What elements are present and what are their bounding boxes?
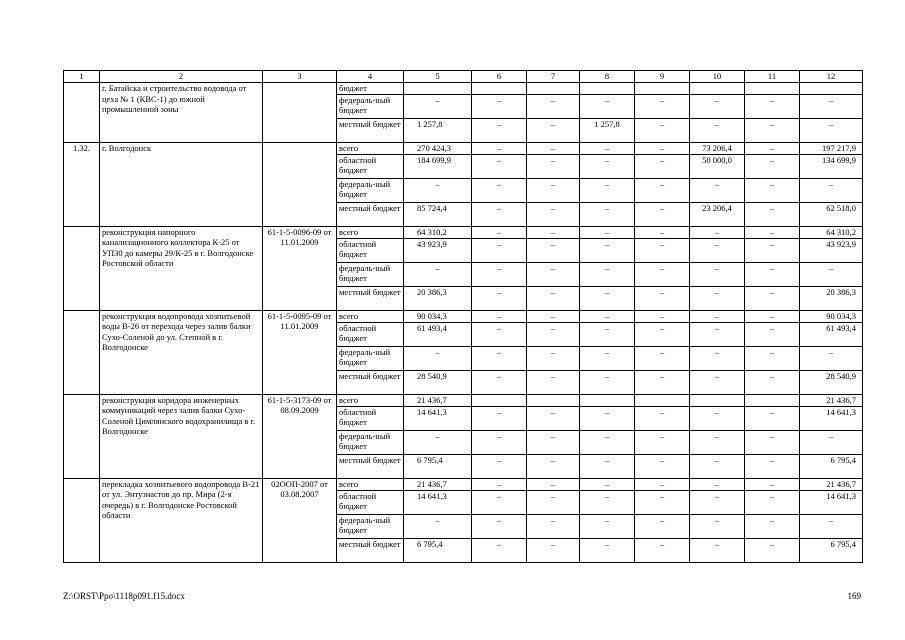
amount-cell: – <box>527 478 580 490</box>
amount-cell: 61 493,4 <box>404 322 472 346</box>
amount-cell: – <box>580 370 635 394</box>
amount-cell: 184 699,9 <box>404 154 472 178</box>
amount-cell: – <box>745 238 800 262</box>
amount-cell: – <box>527 94 580 118</box>
amount-cell: – <box>472 178 527 202</box>
object-name: г. Батайска и строительство водовода от цеха № 1 (КВС-1) до южной промышленной зоны <box>100 83 263 143</box>
amount-cell: – <box>472 370 527 394</box>
amount-cell: 85 724,4 <box>404 202 472 226</box>
funding-source: местный бюджет <box>337 202 404 226</box>
amount-cell: – <box>580 262 635 286</box>
amount-cell: – <box>472 238 527 262</box>
funding-source: федераль-ный бюджет <box>337 514 404 538</box>
amount-cell: – <box>404 178 472 202</box>
amount-cell: 21 436,7 <box>404 478 472 490</box>
row-number <box>64 83 100 143</box>
document-ref <box>263 142 337 226</box>
amount-cell: – <box>690 478 745 490</box>
column-header: 8 <box>580 71 635 83</box>
amount-cell: – <box>527 310 580 322</box>
amount-cell <box>472 83 527 95</box>
funding-source: всего <box>337 226 404 238</box>
amount-cell: – <box>580 346 635 370</box>
column-header: 2 <box>100 71 263 83</box>
funding-source: местный бюджет <box>337 370 404 394</box>
amount-cell: – <box>690 454 745 478</box>
amount-cell: – <box>580 94 635 118</box>
amount-cell: 21 436,7 <box>800 478 863 490</box>
amount-cell: – <box>580 454 635 478</box>
funding-source: областной бюджет <box>337 490 404 514</box>
amount-cell: – <box>472 142 527 154</box>
amount-cell: 14 641,3 <box>404 490 472 514</box>
amount-cell: – <box>635 538 690 562</box>
amount-cell: – <box>745 310 800 322</box>
amount-cell: – <box>745 430 800 454</box>
amount-cell: – <box>745 286 800 310</box>
amount-cell: 197 217,9 <box>800 142 863 154</box>
amount-cell: – <box>800 178 863 202</box>
amount-cell: – <box>580 406 635 430</box>
amount-cell: – <box>580 478 635 490</box>
amount-cell <box>745 394 800 406</box>
table-row <box>64 310 863 322</box>
amount-cell: – <box>527 226 580 238</box>
amount-cell: – <box>580 178 635 202</box>
amount-cell <box>800 83 863 95</box>
column-header: 9 <box>635 71 690 83</box>
funding-source: федераль-ный бюджет <box>337 94 404 118</box>
column-header: 4 <box>337 71 404 83</box>
amount-cell: 21 436,7 <box>800 394 863 406</box>
amount-cell: – <box>472 310 527 322</box>
table-row <box>64 394 863 406</box>
amount-cell: 28 540,9 <box>404 370 472 394</box>
amount-cell: 50 000,0 <box>690 154 745 178</box>
amount-cell: – <box>580 238 635 262</box>
amount-cell: – <box>745 490 800 514</box>
amount-cell: 21 436,7 <box>404 394 472 406</box>
amount-cell <box>404 83 472 95</box>
amount-cell: – <box>745 154 800 178</box>
amount-cell: – <box>472 262 527 286</box>
amount-cell: – <box>690 406 745 430</box>
amount-cell: – <box>580 310 635 322</box>
amount-cell: – <box>527 370 580 394</box>
document-ref: 61-1-5-0096-09 от 11.01.2009 <box>263 226 337 310</box>
amount-cell: – <box>745 478 800 490</box>
amount-cell: – <box>580 202 635 226</box>
amount-cell: – <box>800 118 863 142</box>
funding-source: областной бюджет <box>337 238 404 262</box>
amount-cell: 6 795,4 <box>404 538 472 562</box>
amount-cell: – <box>635 490 690 514</box>
amount-cell: 43 923,9 <box>800 238 863 262</box>
amount-cell: 90 034,3 <box>404 310 472 322</box>
amount-cell: 6 795,4 <box>800 538 863 562</box>
amount-cell: – <box>527 238 580 262</box>
amount-cell: – <box>635 178 690 202</box>
amount-cell: – <box>404 430 472 454</box>
header-row <box>64 71 863 83</box>
amount-cell: – <box>635 226 690 238</box>
amount-cell: – <box>690 262 745 286</box>
funding-source: всего <box>337 478 404 490</box>
amount-cell: – <box>527 490 580 514</box>
amount-cell: – <box>472 202 527 226</box>
amount-cell: – <box>472 406 527 430</box>
row-number <box>64 478 100 562</box>
amount-cell: – <box>745 538 800 562</box>
amount-cell: – <box>472 430 527 454</box>
object-name: г. Волгодонск <box>100 142 263 226</box>
amount-cell: – <box>690 490 745 514</box>
table-row <box>64 83 863 95</box>
file-path: Z:\ORST\Ppo\1118p091.f15.docx <box>63 591 185 601</box>
amount-cell: 270 424,3 <box>404 142 472 154</box>
amount-cell: – <box>690 310 745 322</box>
amount-cell: 20 386,3 <box>800 286 863 310</box>
amount-cell: – <box>800 346 863 370</box>
amount-cell: – <box>472 322 527 346</box>
amount-cell <box>635 83 690 95</box>
document-ref <box>263 83 337 143</box>
amount-cell: – <box>527 538 580 562</box>
column-header: 5 <box>404 71 472 83</box>
row-number <box>64 226 100 310</box>
amount-cell: – <box>690 322 745 346</box>
amount-cell: – <box>404 94 472 118</box>
amount-cell: – <box>580 322 635 346</box>
amount-cell: 6 795,4 <box>800 454 863 478</box>
amount-cell: – <box>635 94 690 118</box>
amount-cell: 43 923,9 <box>404 238 472 262</box>
amount-cell: – <box>800 430 863 454</box>
funding-source: местный бюджет <box>337 538 404 562</box>
amount-cell: – <box>527 322 580 346</box>
amount-cell <box>527 394 580 406</box>
amount-cell: – <box>472 514 527 538</box>
amount-cell: – <box>690 238 745 262</box>
amount-cell: – <box>635 118 690 142</box>
amount-cell: – <box>800 262 863 286</box>
document-ref: 61-1-5-0095-09 от 11.01.2009 <box>263 310 337 394</box>
funding-source: бюджет <box>337 83 404 95</box>
amount-cell: – <box>580 514 635 538</box>
amount-cell: – <box>635 478 690 490</box>
amount-cell: – <box>527 286 580 310</box>
column-header: 6 <box>472 71 527 83</box>
amount-cell: – <box>472 478 527 490</box>
amount-cell: 90 034,3 <box>800 310 863 322</box>
amount-cell <box>635 394 690 406</box>
funding-source: местный бюджет <box>337 286 404 310</box>
document-ref: 61-1-5-3173-09 от 08.09.2009 <box>263 394 337 478</box>
amount-cell: – <box>472 154 527 178</box>
amount-cell: – <box>635 346 690 370</box>
amount-cell: – <box>527 202 580 226</box>
document-ref: 02ООП-2007 от 03.08.2007 <box>263 478 337 562</box>
amount-cell: – <box>635 202 690 226</box>
table-row <box>64 478 863 490</box>
row-number <box>64 394 100 478</box>
amount-cell: – <box>527 142 580 154</box>
amount-cell: – <box>527 118 580 142</box>
funding-source: федераль-ный бюджет <box>337 430 404 454</box>
amount-cell: – <box>635 430 690 454</box>
amount-cell: 14 641,3 <box>800 406 863 430</box>
amount-cell: – <box>690 514 745 538</box>
amount-cell <box>690 394 745 406</box>
amount-cell: 23 206,4 <box>690 202 745 226</box>
amount-cell: – <box>580 490 635 514</box>
funding-source: местный бюджет <box>337 118 404 142</box>
amount-cell: – <box>580 226 635 238</box>
amount-cell: – <box>745 370 800 394</box>
amount-cell: – <box>745 454 800 478</box>
funding-source: областной бюджет <box>337 406 404 430</box>
amount-cell: 28 540,9 <box>800 370 863 394</box>
amount-cell: 61 493,4 <box>800 322 863 346</box>
amount-cell: 1 257,8 <box>404 118 472 142</box>
amount-cell: – <box>690 430 745 454</box>
amount-cell: – <box>635 142 690 154</box>
amount-cell: – <box>527 262 580 286</box>
amount-cell: 64 310,2 <box>404 226 472 238</box>
amount-cell: – <box>745 346 800 370</box>
amount-cell: – <box>580 538 635 562</box>
amount-cell: – <box>580 286 635 310</box>
amount-cell: – <box>690 286 745 310</box>
amount-cell: – <box>472 538 527 562</box>
table-row <box>64 226 863 238</box>
row-number <box>64 310 100 394</box>
funding-source: областной бюджет <box>337 322 404 346</box>
funding-source: федераль-ный бюджет <box>337 178 404 202</box>
amount-cell: – <box>690 178 745 202</box>
amount-cell: – <box>527 430 580 454</box>
amount-cell: – <box>404 514 472 538</box>
amount-cell: – <box>472 94 527 118</box>
amount-cell: – <box>635 310 690 322</box>
table-row <box>64 142 863 154</box>
amount-cell: – <box>690 346 745 370</box>
amount-cell: 14 641,3 <box>404 406 472 430</box>
amount-cell: – <box>745 226 800 238</box>
amount-cell: – <box>527 178 580 202</box>
column-header: 11 <box>745 71 800 83</box>
amount-cell: – <box>580 154 635 178</box>
amount-cell: – <box>635 454 690 478</box>
object-name: перекладка хозпитьевого водопровода В-21 от ул. Энтузиастов до пр. Мира (2-я очередь) в г. Волгодонске Ростовской области <box>100 478 263 562</box>
amount-cell: 6 795,4 <box>404 454 472 478</box>
amount-cell <box>580 394 635 406</box>
amount-cell: – <box>527 454 580 478</box>
amount-cell: 134 699,9 <box>800 154 863 178</box>
amount-cell: – <box>580 142 635 154</box>
column-header: 3 <box>263 71 337 83</box>
funding-source: всего <box>337 142 404 154</box>
amount-cell <box>745 83 800 95</box>
amount-cell: – <box>580 430 635 454</box>
amount-cell: – <box>527 346 580 370</box>
funding-source: областной бюджет <box>337 154 404 178</box>
amount-cell: 20 386,3 <box>404 286 472 310</box>
amount-cell: 14 641,3 <box>800 490 863 514</box>
amount-cell: – <box>635 406 690 430</box>
amount-cell <box>580 83 635 95</box>
amount-cell: – <box>635 286 690 310</box>
amount-cell: – <box>800 514 863 538</box>
row-number: 1.32. <box>64 142 100 226</box>
amount-cell: – <box>635 238 690 262</box>
amount-cell: – <box>745 322 800 346</box>
funding-source: всего <box>337 310 404 322</box>
amount-cell: – <box>745 178 800 202</box>
amount-cell: – <box>404 346 472 370</box>
column-header: 7 <box>527 71 580 83</box>
amount-cell: – <box>745 94 800 118</box>
amount-cell: – <box>472 346 527 370</box>
amount-cell: 1 257,8 <box>580 118 635 142</box>
amount-cell <box>690 83 745 95</box>
budget-table <box>63 70 863 563</box>
amount-cell: – <box>527 406 580 430</box>
amount-cell: – <box>800 94 863 118</box>
amount-cell <box>527 83 580 95</box>
amount-cell: – <box>690 118 745 142</box>
amount-cell: – <box>745 514 800 538</box>
amount-cell: – <box>745 262 800 286</box>
column-header: 12 <box>800 71 863 83</box>
amount-cell: – <box>635 322 690 346</box>
object-name: реконструкция напорного канализационного коллектора К-25 от УП30 до камеры 29/К-25 в г. Волгодонске Ростовской области <box>100 226 263 310</box>
amount-cell: – <box>472 118 527 142</box>
amount-cell: – <box>745 142 800 154</box>
amount-cell: – <box>745 406 800 430</box>
page-number: 169 <box>847 591 861 601</box>
amount-cell: – <box>472 226 527 238</box>
amount-cell <box>472 394 527 406</box>
funding-source: федераль-ный бюджет <box>337 262 404 286</box>
amount-cell: – <box>745 202 800 226</box>
object-name: реконструкция водопровода хозпитьевой воды В-26 от перехода через залив балки Сухо-Соленой до ул. Степной в г. Волгодонске <box>100 310 263 394</box>
amount-cell: – <box>635 262 690 286</box>
funding-source: федераль-ный бюджет <box>337 346 404 370</box>
amount-cell: – <box>690 94 745 118</box>
amount-cell: 73 206,4 <box>690 142 745 154</box>
column-header: 1 <box>64 71 100 83</box>
amount-cell: 64 310,2 <box>800 226 863 238</box>
amount-cell: – <box>690 538 745 562</box>
funding-source: местный бюджет <box>337 454 404 478</box>
amount-cell: 62 518,0 <box>800 202 863 226</box>
amount-cell: – <box>745 118 800 142</box>
amount-cell: – <box>635 154 690 178</box>
amount-cell: – <box>635 370 690 394</box>
amount-cell: – <box>527 514 580 538</box>
amount-cell: – <box>472 454 527 478</box>
amount-cell: – <box>472 286 527 310</box>
amount-cell: – <box>527 154 580 178</box>
amount-cell: – <box>690 370 745 394</box>
amount-cell: – <box>472 490 527 514</box>
amount-cell: – <box>635 514 690 538</box>
amount-cell: – <box>690 226 745 238</box>
object-name: реконструкция коридора инженерных коммуникаций через залив балки Сухо-Соленой Цимлянского водохранилища в г. Волгодонске <box>100 394 263 478</box>
column-header: 10 <box>690 71 745 83</box>
funding-source: всего <box>337 394 404 406</box>
amount-cell: – <box>404 262 472 286</box>
